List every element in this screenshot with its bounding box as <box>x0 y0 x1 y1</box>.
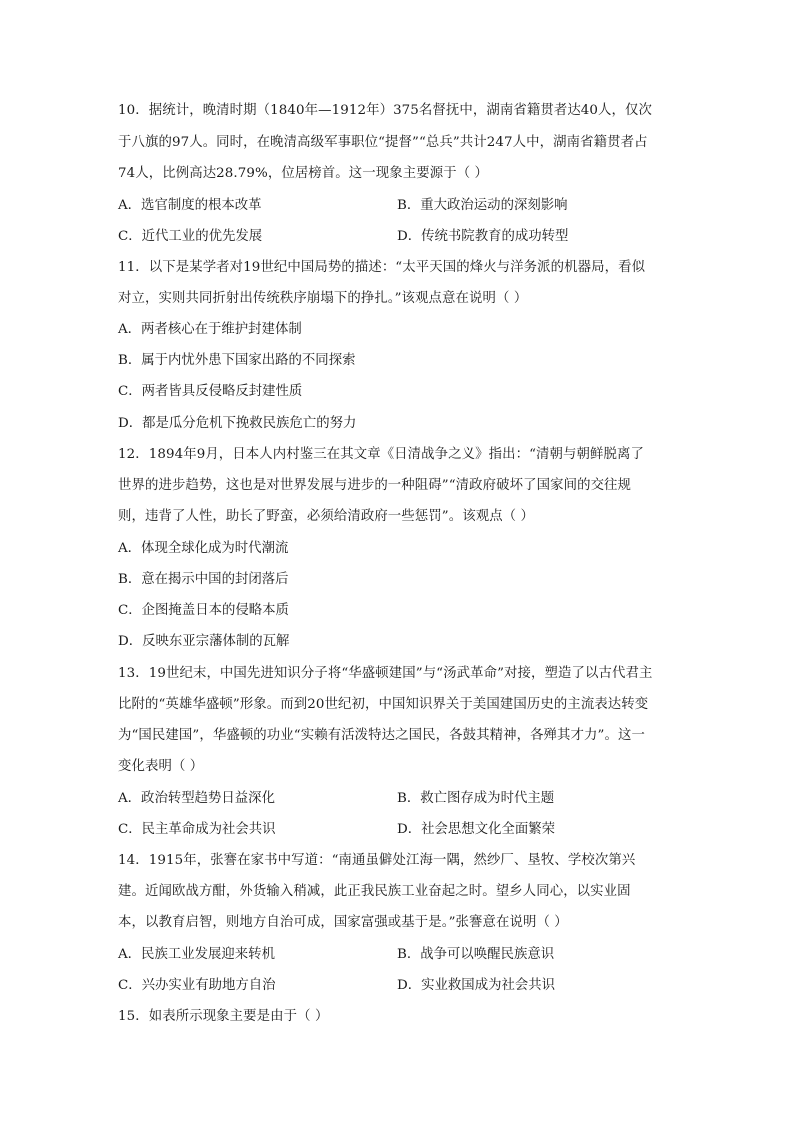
q13-option-d: D．社会思想文化全面繁荣 <box>397 822 556 837</box>
q10-option-b: B．重大政治运动的深刻影响 <box>397 198 568 213</box>
q14-option-a: A．民族工业发展迎来转机 <box>118 947 275 962</box>
q12-option-a: A．体现全球化成为时代潮流 <box>118 541 289 556</box>
q14-option-d: D．实业救国成为社会共识 <box>397 978 556 993</box>
q12-stem-line-3: 则，违背了人性，助长了野蛮，必须给清政府一些惩罚”。该观点（ ） <box>118 509 535 524</box>
q14-option-b: B．战争可以唤醒民族意识 <box>397 947 555 962</box>
q11-option-a: A．两者核心在于维护封建体制 <box>118 322 302 337</box>
q13-stem-line-1: 13．19世纪末，中国先进知识分子将“华盛顿建国”与“汤武革命”对接，塑造了以古代君主 <box>118 666 653 681</box>
q11-option-b: B．属于内忧外患下国家出路的不同探索 <box>118 353 356 368</box>
q14-stem-line-3: 本，以教育启智，则地方自治可成，国家富强或基于是。”张謇意在说明（ ） <box>118 915 568 930</box>
q13-option-b: B．救亡图存成为时代主题 <box>397 791 555 806</box>
q14-stem-line-1: 14．1915年，张謇在家书中写道：“南通虽僻处江海一隅，然纱厂、垦牧、学校次第兴 <box>118 853 636 868</box>
q10-option-c: C．近代工业的优先发展 <box>118 229 263 244</box>
q10-option-d: D．传统书院教育的成功转型 <box>397 229 569 244</box>
q10-stem-line-3: 74人，比例高达28.79%，位居榜首。这一现象主要源于（ ） <box>118 166 489 181</box>
q13-option-c: C．民主革命成为社会共识 <box>118 822 276 837</box>
q12-option-d: D．反映东亚宗藩体制的瓦解 <box>118 634 290 649</box>
q13-stem-line-3: 为“国民建国”，华盛顿的功业“实赖有活泼特达之国民，各鼓其精神，各殚其才力”。这一 <box>118 728 645 743</box>
q11-option-d: D．都是瓜分危机下挽救民族危亡的努力 <box>118 416 357 431</box>
q14-stem-line-2: 建。近闻欧战方酣，外货输入稍减，此正我民族工业奋起之时。望乡人同心，以实业固 <box>118 884 631 899</box>
q14-option-c: C．兴办实业有助地方自治 <box>118 978 276 993</box>
q13-option-a: A．政治转型趋势日益深化 <box>118 791 275 806</box>
q10-stem-line-2: 于八旗的97人。同时，在晚清高级军事职位“提督”“总兵”共计247人中，湖南省籍贯者占 <box>118 135 648 150</box>
q13-stem-line-2: 比附的“英雄华盛顿”形象。而到20世纪初，中国知识界关于美国建国历史的主流表达转变 <box>118 697 649 712</box>
q12-option-c: C．企图掩盖日本的侵略本质 <box>118 603 289 618</box>
q10-option-a: A．选官制度的根本改革 <box>118 198 262 213</box>
q11-stem-line-1: 11．以下是某学者对19世纪中国局势的描述：“太平天国的烽火与洋务派的机器局，看似 <box>118 260 646 275</box>
q10-stem-line-1: 10．据统计，晚清时期（1840年—1912年）375名督抚中，湖南省籍贯者达40人，仅次 <box>118 103 653 118</box>
q13-stem-line-4: 变化表明（ ） <box>118 759 204 774</box>
q12-stem-line-1: 12．1894年9月，日本人内村鉴三在其文章《日清战争之义》指出：“清朝与朝鲜脱离了 <box>118 447 644 462</box>
q12-stem-line-2: 世界的进步趋势，这也是对世界发展与进步的一种阻碍”“清政府破坏了国家间的交往规 <box>118 478 632 493</box>
q12-option-b: B．意在揭示中国的封闭落后 <box>118 572 289 587</box>
q15-stem-line-1: 15．如表所示现象主要是由于（ ） <box>118 1009 329 1024</box>
q11-option-c: C．两者皆具反侵略反封建性质 <box>118 384 303 399</box>
q11-stem-line-2: 对立，实则共同折射出传统秩序崩塌下的挣扎。”该观点意在说明（ ） <box>118 291 528 306</box>
